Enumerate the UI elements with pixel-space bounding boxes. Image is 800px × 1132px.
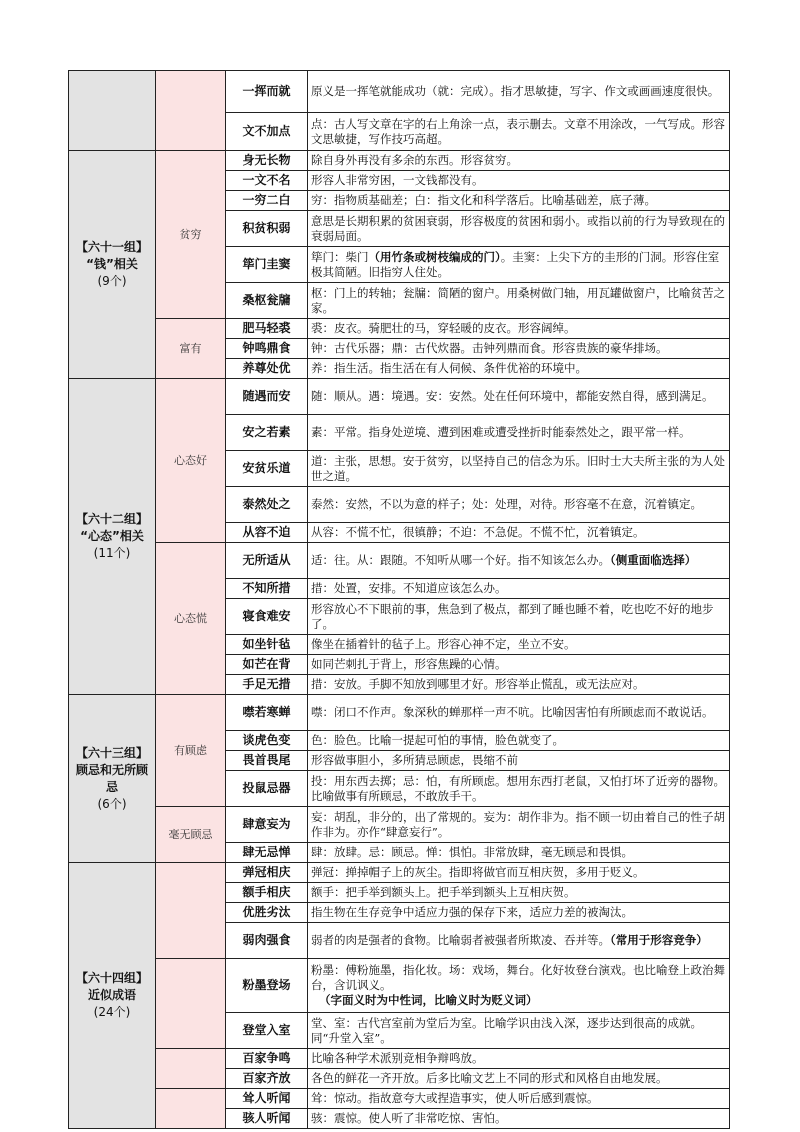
idiom-cell: 无所适从: [226, 543, 308, 579]
group-title: 【六十三组】: [75, 745, 148, 760]
desc-cell: 如同芒刺扎于背上，形容焦躁的心情。: [308, 655, 730, 675]
idiom-cell: 登堂入室: [226, 1013, 308, 1049]
idiom-cell: 投鼠忌器: [226, 771, 308, 807]
desc-cell: 色：脸色。比喻一提起可怕的事情，脸色就变了。: [308, 731, 730, 751]
desc-cell: [308, 543, 730, 579]
idiom-cell: 安之若素: [226, 415, 308, 451]
idiom-cell: 文不加点: [226, 113, 308, 151]
desc-cell: 措：安放。手脚不知放到哪里才好。形容举止慌乱，或无法应对。: [308, 675, 730, 695]
desc-cell: 点：古人写文章在字的右上角涂一点，表示删去。文章不用涂改，一气写成。形容文思敏捷，写作技巧高超。: [308, 113, 730, 151]
subgroup-label: [156, 863, 226, 959]
subgroup-label: [156, 1089, 226, 1129]
desc-cell: [308, 247, 730, 283]
desc-cell: 像坐在插着针的毡子上。形容心神不定，坐立不安。: [308, 635, 730, 655]
subgroup-label: 贫穷: [156, 151, 226, 319]
group-title-61: [69, 151, 156, 379]
group-cell-continued: [69, 71, 156, 151]
desc-cell: 肆：放肆。忌：顾忌。惮：惧怕。非常放肆，毫无顾忌和畏惧。: [308, 843, 730, 863]
idiom-cell: 如坐针毡: [226, 635, 308, 655]
desc-cell: 原义是一挥笔就能成功（就：完成）。指才思敏捷，写字、作文或画画速度很快。: [308, 71, 730, 113]
idiom-cell: 耸人听闻: [226, 1089, 308, 1109]
desc-cell: 形容人非常穷困，一文钱都没有。: [308, 171, 730, 191]
idiom-cell: 养尊处优: [226, 359, 308, 379]
desc-cell: 妄：胡乱，非分的，出了常规的。妄为：胡作非为。指不顾一切由着自己的性子胡作非为。亦作“肆意妄行”。: [308, 807, 730, 843]
subgroup-cell-continued: [156, 71, 226, 151]
group-count: (24个): [93, 1005, 131, 1019]
desc-cell: 形容放心不下眼前的事，焦急到了极点，都到了睡也睡不着，吃也吃不好的地步了。: [308, 599, 730, 635]
idiom-cell: 额手相庆: [226, 883, 308, 903]
group-subtitle: “心态”相关: [80, 529, 144, 543]
idiom-cell: 优胜劣汰: [226, 903, 308, 923]
desc-cell: 裘：皮衣。骑肥壮的马，穿轻暖的皮衣。形容阔绰。: [308, 319, 730, 339]
desc-cell: 各色的鲜花一齐开放。后多比喻文艺上不同的形式和风格自由地发展。: [308, 1069, 730, 1089]
idiom-table: [68, 70, 730, 1129]
idiom-cell: 安贫乐道: [226, 451, 308, 487]
desc-text: 筚门：柴门: [311, 249, 369, 264]
idiom-cell: 弹冠相庆: [226, 863, 308, 883]
subgroup-label: 毫无顾忌: [156, 807, 226, 863]
idiom-cell: 粉墨登场: [226, 959, 308, 1013]
group-title-62: [69, 379, 156, 695]
desc-text: 适：往。从：跟随。不知听从哪一个好。指不知该怎么办。: [311, 553, 610, 567]
idiom-cell: 从容不迫: [226, 523, 308, 543]
desc-cell: 指生物在生存竞争中适应力强的保存下来，适应力差的被淘汰。: [308, 903, 730, 923]
idiom-cell: 一穷二白: [226, 191, 308, 211]
idiom-cell: 钟鸣鼎食: [226, 339, 308, 359]
desc-cell: 从容：不慌不忙，很镇静；不迫：不急促。不慌不忙，沉着镇定。: [308, 523, 730, 543]
subgroup-label: [156, 959, 226, 1049]
idiom-cell: 不知所措: [226, 579, 308, 599]
group-count: (9个): [97, 274, 127, 288]
idiom-cell: 肆意妄为: [226, 807, 308, 843]
idiom-cell: 谈虎色变: [226, 731, 308, 751]
desc-cell: 弹冠：掸掉帽子上的灰尘。指即将做官而互相庆贺，多用于贬义。: [308, 863, 730, 883]
desc-text-cont: 。圭窦：上尖下方的圭形的门洞。形容住室极其简陋。旧指穷人住处。: [311, 249, 720, 279]
group-subtitle: “钱”相关: [86, 257, 138, 271]
desc-cell: 穷：指物质基础差；白：指文化和科学落后。比喻基础差，底子薄。: [308, 191, 730, 211]
desc-cell: 比喻各种学术派别竞相争辩鸣放。: [308, 1049, 730, 1069]
desc-cell: 钟：古代乐器；鼎：古代炊器。击钟列鼎而食。形容贵族的豪华排场。: [308, 339, 730, 359]
idiom-cell: 积贫积弱: [226, 211, 308, 247]
idiom-cell: 手足无措: [226, 675, 308, 695]
desc-note: （侧重面临选择）: [610, 553, 697, 567]
desc-text: 粉墨：傅粉施墨，指化妆。场：戏场，舞台。化好妆登台演戏。也比喻登上政治舞台，含讥讽义。: [311, 963, 725, 992]
idiom-cell: 随遇而安: [226, 379, 308, 415]
idiom-cell: 噤若寒蝉: [226, 695, 308, 731]
idiom-cell: 一挥而就: [226, 71, 308, 113]
desc-cell: [308, 923, 730, 959]
desc-cell: 道：主张，思想。安于贫穷，以坚持自己的信念为乐。旧时士大夫所主张的为人处世之道。: [308, 451, 730, 487]
idiom-cell: 肥马轻裘: [226, 319, 308, 339]
desc-cell: 素：平常。指身处逆境、遭到困难或遭受挫折时能泰然处之，跟平常一样。: [308, 415, 730, 451]
desc-cell: 投：用东西去掷；忌：怕，有所顾虑。想用东西打老鼠，又怕打坏了近旁的器物。比喻做事有所顾忌，不敢放手干。: [308, 771, 730, 807]
group-count: (6个): [97, 796, 127, 811]
group-subtitle: 近似成语: [87, 988, 136, 1002]
idiom-cell: 筚门圭窦: [226, 247, 308, 283]
desc-cell: 额手：把手举到额头上。把手举到额头上互相庆贺。: [308, 883, 730, 903]
group-subtitle: 顾忌和无所顾忌: [75, 762, 148, 794]
subgroup-label: 心态慌: [156, 543, 226, 695]
desc-note: （常用于形容竞争）: [610, 933, 708, 947]
idiom-cell: 畏首畏尾: [226, 751, 308, 771]
idiom-cell: 弱肉强食: [226, 923, 308, 959]
subgroup-label: 有顾虑: [156, 695, 226, 807]
idiom-cell: 肆无忌惮: [226, 843, 308, 863]
desc-note: （字面义时为中性词，比喻义时为贬义词）: [319, 993, 538, 1007]
desc-note: （用竹条或树枝编成的门）: [368, 249, 501, 264]
group-title-63: [69, 695, 156, 863]
desc-cell: 噤：闭口不作声。象深秋的蝉那样一声不吭。比喻因害怕有所顾虑而不敢说话。: [308, 695, 730, 731]
desc-cell: 泰然：安然，不以为意的样子；处：处理，对待。形容毫不在意，沉着镇定。: [308, 487, 730, 523]
desc-cell: 耸：惊动。指故意夸大或捏造事实，使人听后感到震惊。: [308, 1089, 730, 1109]
idiom-cell: 桑枢瓮牖: [226, 283, 308, 319]
idiom-cell: 一文不名: [226, 171, 308, 191]
desc-cell: 养：指生活。指生活在有人伺候、条件优裕的环境中。: [308, 359, 730, 379]
idiom-cell: 如芒在背: [226, 655, 308, 675]
subgroup-label: 富有: [156, 319, 226, 379]
idiom-cell: 百家争鸣: [226, 1049, 308, 1069]
group-title: 【六十四组】: [75, 971, 148, 985]
desc-cell: 骇：震惊。使人听了非常吃惊、害怕。: [308, 1109, 730, 1129]
idiom-cell: 身无长物: [226, 151, 308, 171]
desc-cell: 措：处置，安排。不知道应该怎么办。: [308, 579, 730, 599]
group-title-64: [69, 863, 156, 1129]
desc-cell: 随：顺从。遇：境遇。安：安然。处在任何环境中，都能安然自得，感到满足。: [308, 379, 730, 415]
idiom-cell: 泰然处之: [226, 487, 308, 523]
group-title: 【六十一组】: [75, 240, 148, 254]
desc-cell: 意思是长期积累的贫困衰弱，形容极度的贫困和弱小。或指以前的行为导致现在的衰弱局面。: [308, 211, 730, 247]
desc-cell: [308, 959, 730, 1013]
group-title: 【六十二组】: [75, 512, 148, 526]
subgroup-label: [156, 1049, 226, 1089]
subgroup-label: 心态好: [156, 379, 226, 543]
desc-text: 弱者的肉是强者的食物。比喻弱者被强者所欺凌、吞并等。: [311, 933, 610, 947]
group-count: (11个): [93, 546, 131, 560]
desc-cell: 堂、室：古代宫室前为堂后为室。比喻学识由浅入深，逐步达到很高的成就。同“升堂入室”。: [308, 1013, 730, 1049]
idiom-cell: 百家齐放: [226, 1069, 308, 1089]
idiom-cell: 骇人听闻: [226, 1109, 308, 1129]
desc-cell: 形容做事胆小，多所猜忌顾虑，畏缩不前: [308, 751, 730, 771]
desc-cell: 枢：门上的转轴；瓮牖：简陋的窗户。用桑树做门轴，用瓦罐做窗户，比喻贫苦之家。: [308, 283, 730, 319]
idiom-cell: 寝食难安: [226, 599, 308, 635]
desc-cell: 除自身外再没有多余的东西。形容贫穷。: [308, 151, 730, 171]
